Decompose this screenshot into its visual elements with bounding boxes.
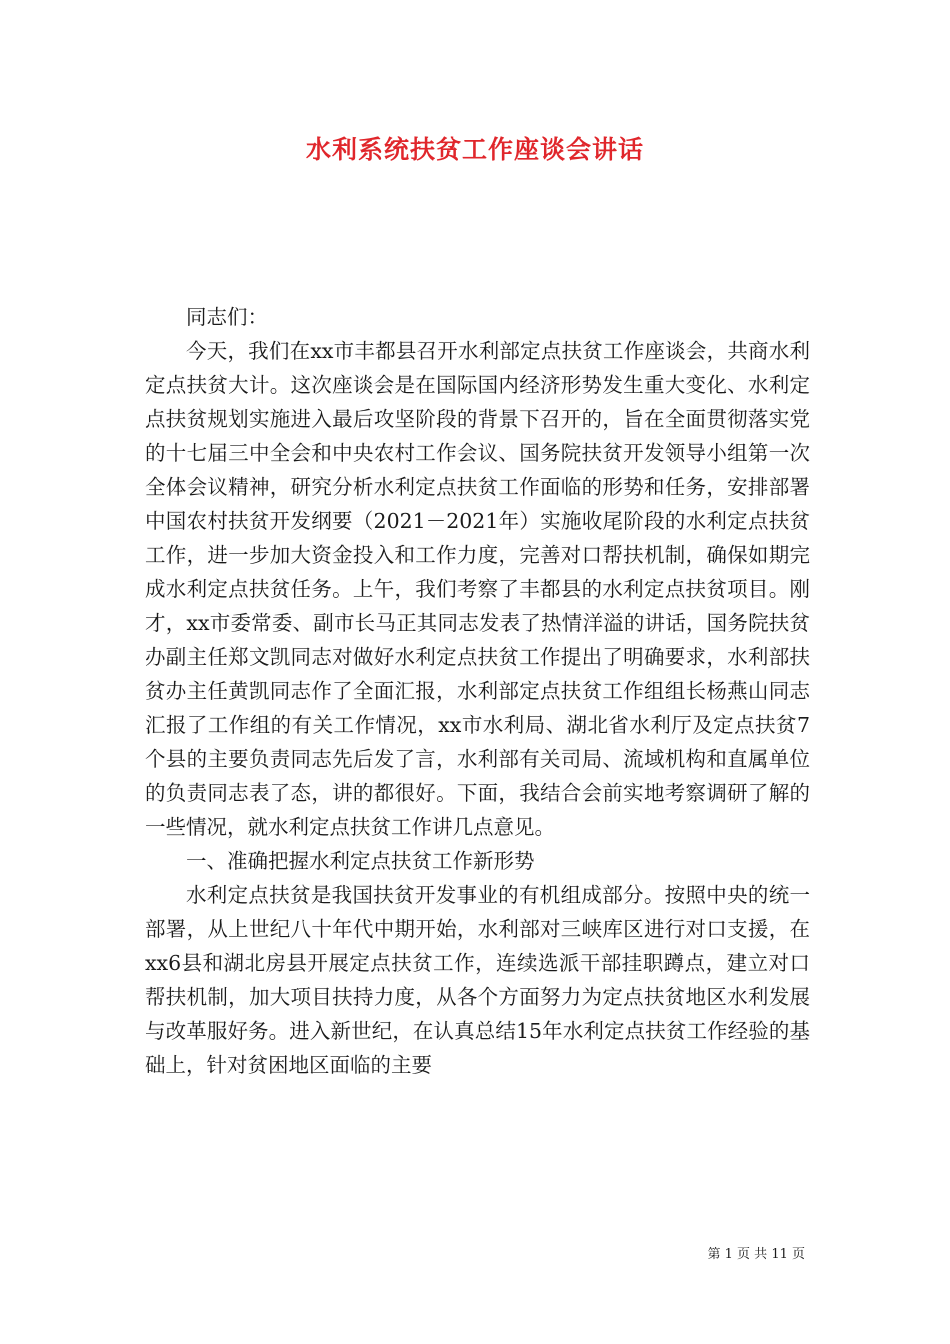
salutation: 同志们： [186,305,268,329]
body-paragraph: 今天，我们在xx市丰都县召开水利部定点扶贫工作座谈会，共商水利定点扶贫大计。这次座谈会是在国际国内经济形势发生重大变化、水利定点扶贫规划实施进入最后攻坚阶段的背景下召开的，旨在全面贯彻落实党的十七届三中全会和中央农村工作会议、国务院扶贫开发领导小组第一次全体会议精神，研究分析水利定点扶贫工作面临的形势和任务，安排部署中国农村扶贫开发纲要（2021－2021年）实施收尾阶段的水利定点扶贫工作，进一步加大资金投入和工作力度，完善对口帮扶机制，确保如期完成水利定点扶贫任务。上午，我们考察了丰都县的水利定点扶贫项目。刚才，xx市委常委、副市长马正其同志发表了热情洋溢的讲话，国务院扶贫办副主任郑文凯同志对做好水利定点扶贫工作提出了明确要求，水利部扶贫办主任黄凯同志作了全面汇报，水利部定点扶贫工作组组长杨燕山同志汇报了工作组的有关工作情况，xx市水利局、湖北省水利厅及定点扶贫7个县的主要负责同志先后发了言，水利部有关司局、流域机构和直属单位的负责同志表了态，讲的都很好。下面，我结合会前实地考察调研了解的一些情况，就水利定点扶贫工作讲几点意见。 [145,339,810,839]
page-number-footer: 第 1 页 共 11 页 [707,1247,805,1262]
document-body [145,300,810,1082]
document-title: 水利系统扶贫工作座谈会讲话 [305,135,644,164]
body-paragraph: 水利定点扶贫是我国扶贫开发事业的有机组成部分。按照中央的统一部署，从上世纪八十年代中期开始，水利部对三峡库区进行对口支援，在xx6县和湖北房县开展定点扶贫工作，连续选派干部挂职蹲点，建立对口帮扶机制，加大项目扶持力度，从各个方面努力为定点扶贫地区水利发展与改革服好务。进入新世纪，在认真总结15年水利定点扶贫工作经验的基础上，针对贫困地区面临的主要 [145,883,810,1077]
section-heading: 一、准确把握水利定点扶贫工作新形势 [186,849,535,873]
